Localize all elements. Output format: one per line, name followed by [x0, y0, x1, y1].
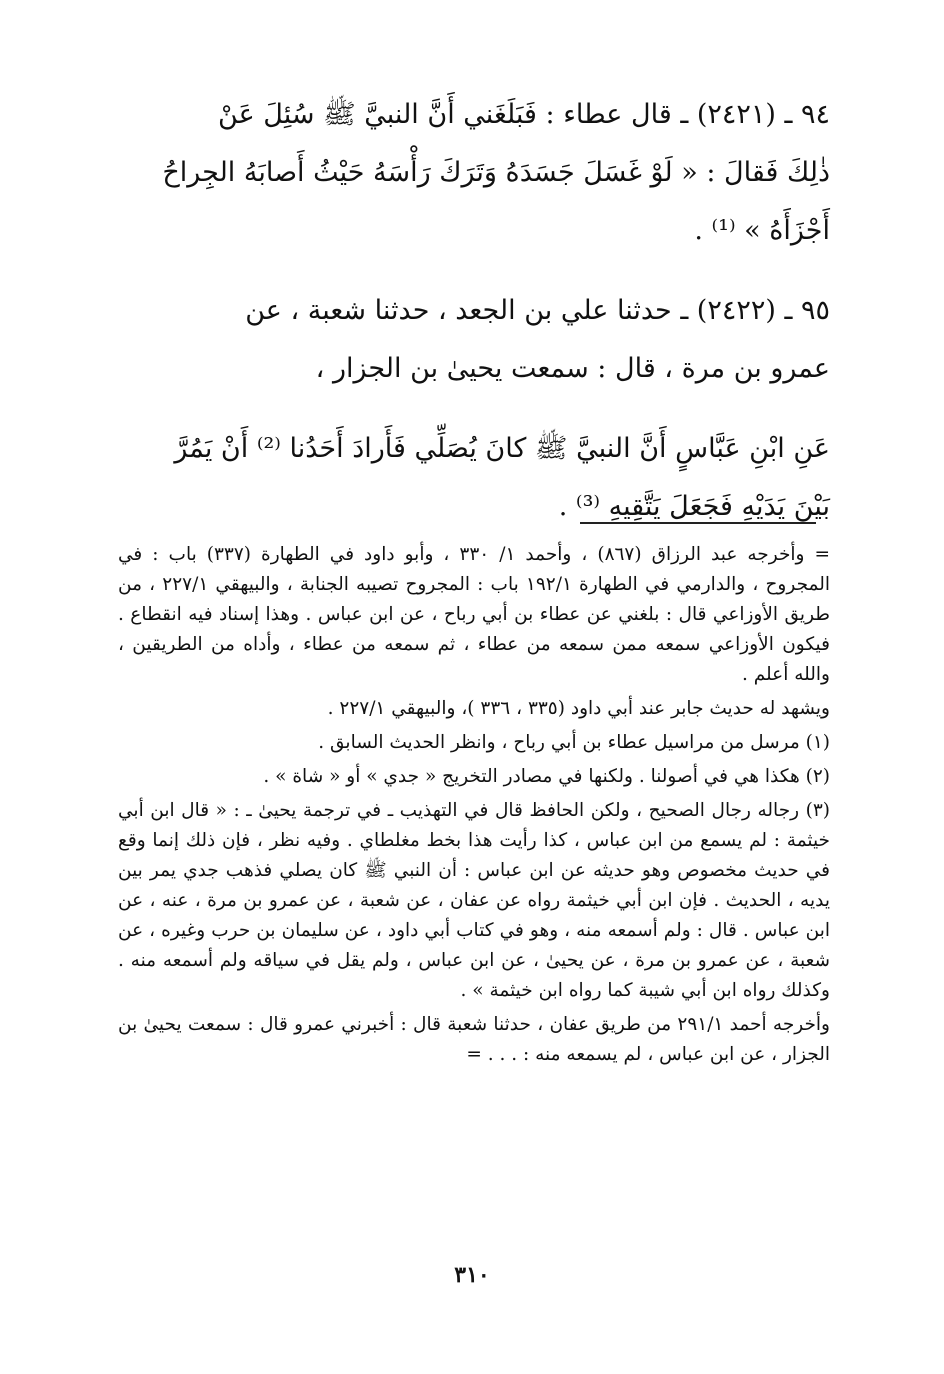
footnote-witness: ويشهد له حديث جابر عند أبي داود (٣٣٥ ، ٣٣٦ )، والبيهقي ٢٢٧/١ . [327, 698, 830, 719]
footnote-1: (١) مرسل من مراسيل عطاء بن أبي رباح ، وانظر الحديث السابق . [318, 732, 830, 753]
page-number: ٣١٠ [454, 1262, 490, 1288]
main-text [118, 86, 830, 536]
footnote-continuation: = وأخرجه عبد الرزاق (٨٦٧) ، وأحمد ١/ ٣٣٠ ، وأبو داود في الطهارة (٣٣٧) باب : في المجروح ، والدارمي في الطهارة ١٩٢/١ باب : المجروح تصيبه الجنابة ، والبيهقي ٢٢٧/١ ، من طريق الأوزاعي قال : بلغني عن عطاء بن أبي رباح ، عن ابن عباس . وهذا إسناد فيه انقطاع . فيكون الأوزاعي سمعه ممن سمعه من عطاء ، ثم سمعه من عطاء ، وأداه من الطريقين ، والله أعلم . [118, 544, 830, 685]
hadith-95-line4: بَيْنَ يَدَيْهِ فَجَعَلَ يَتَّقِيهِ ⁽³⁾ . [558, 491, 830, 522]
footnote-3: (٣) رجاله رجال الصحيح ، ولكن الحافظ قال في التهذيب ـ في ترجمة يحيىٰ ـ : « قال ابن أبي خيثمة : لم يسمع من ابن عباس ، كذا رأيت هذا بخط مغلطاي . وفيه نظر ، فإن ذلك إنما وقع في حديث مخصوص وهو حديثه عن ابن عباس : أن النبي ﷺ كان يصلي فذهب جدي يمر بين يديه ، الحديث . فإن ابن أبي خيثمة رواه عن عفان ، عن شعبة ، عن عمرو بن مرة ، عنه ، عن ابن عباس . قال : ولم أسمعه منه ، وهو في كتاب أبي داود ، عن سليمان بن حرب وغيره ، عن شعبة ، عن عمرو بن مرة ، عن يحيىٰ ، عن ابن عباس ، ولم يقل في سياقه ولم أسمعه منه . وكذلك رواه ابن أبي شيبة كما رواه ابن خيثمة » . [118, 800, 830, 1001]
footnote-2: (٢) هكذا هي في أصولنا . ولكنها في مصادر التخريج « جدي » أو « شاة » . [263, 766, 830, 787]
footnote-ahmad: وأخرجه أحمد ٢٩١/١ من طريق عفان ، حدثنا شعبة قال : أخبرني عمرو قال : سمعت يحيىٰ بن الجزار ، عن ابن عباس ، لم يسمعه منه : . . . = [118, 1014, 830, 1065]
hadith-95-matn [118, 420, 830, 536]
hadith-95-line2: عمرو بن مرة ، قال : سمعت يحيىٰ بن الجزار ، [315, 353, 830, 384]
hadith-95-line1: ٩٥ ـ (٢٤٢٢) ـ حدثنا علي بن الجعد ، حدثنا شعبة ، عن [245, 295, 830, 326]
hadith-94 [118, 86, 830, 260]
hadith-94-line1: ٩٤ ـ (٢٤٢١) ـ قال عطاء : فَبَلَغَني أَنَّ النبيَّ ﷺ سُئِلَ عَنْ [218, 99, 830, 130]
hadith-94-line2: ذٰلِكَ فَقالَ : « لَوْ غَسَلَ جَسَدَهُ وَتَرَكَ رَأْسَهُ حَيْثُ أَصابَهُ الجِراحُ [162, 157, 830, 188]
hadith-94-line3: أَجْزَأَهُ » ⁽¹⁾ . [694, 215, 830, 246]
footnotes [118, 540, 830, 1074]
footnote-separator [580, 522, 816, 524]
hadith-95-isnad [118, 282, 830, 398]
hadith-95-line3: عَنِ ابْنِ عَبَّاسٍ أَنَّ النبيَّ ﷺ كانَ يُصَلِّي فَأَرادَ أَحَدُنا ⁽²⁾ أَنْ يَمُرَّ [174, 433, 830, 464]
